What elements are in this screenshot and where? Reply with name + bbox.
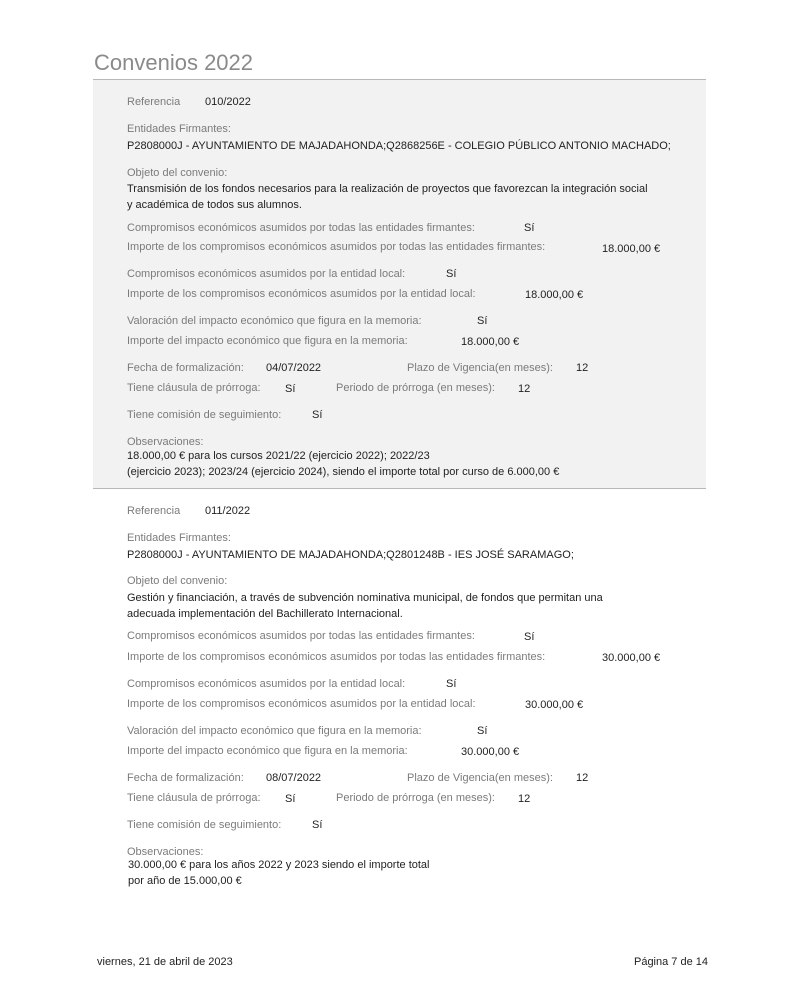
valoracion-label: Valoración del impacto económico que figura en la memoria: bbox=[127, 315, 422, 327]
imp-impacto-label: Importe del impacto económico que figura en la memoria: bbox=[127, 335, 408, 347]
fecha-label: Fecha de formalización: bbox=[127, 772, 244, 784]
plazo-value: 12 bbox=[576, 362, 589, 374]
imp-local-label: Importe de los compromisos económicos asumidos por la entidad local: bbox=[127, 698, 476, 710]
periodo-label: Periodo de prórroga (en meses): bbox=[336, 792, 495, 804]
imp-local-value: 30.000,00 € bbox=[525, 699, 584, 711]
comp-todas-value: Sí bbox=[524, 631, 535, 643]
plazo-label: Plazo de Vigencia(en meses): bbox=[407, 362, 553, 374]
comision-label: Tiene comisión de seguimiento: bbox=[127, 819, 282, 831]
imp-local-label: Importe de los compromisos económicos asumidos por la entidad local: bbox=[127, 288, 476, 300]
objeto-label: Objeto del convenio: bbox=[127, 575, 228, 587]
objeto-value-line2: adecuada implementación del Bachillerato Internacional. bbox=[127, 608, 403, 620]
referencia-label: Referencia bbox=[127, 96, 181, 108]
comision-value: Sí bbox=[312, 409, 323, 421]
entidades-label: Entidades Firmantes: bbox=[127, 123, 231, 135]
periodo-label: Periodo de prórroga (en meses): bbox=[336, 382, 495, 394]
comp-local-label: Compromisos económicos asumidos por la entidad local: bbox=[127, 268, 406, 280]
page-title: Convenios 2022 bbox=[94, 50, 254, 75]
comp-local-value: Sí bbox=[446, 678, 457, 690]
fecha-label: Fecha de formalización: bbox=[127, 362, 244, 374]
periodo-value: 12 bbox=[518, 793, 531, 805]
referencia-value: 011/2022 bbox=[205, 505, 251, 517]
clausula-label: Tiene cláusula de prórroga: bbox=[127, 792, 261, 804]
imp-todas-value: 18.000,00 € bbox=[602, 243, 661, 255]
comp-todas-label: Compromisos económicos asumidos por todas las entidades firmantes: bbox=[127, 630, 475, 642]
plazo-value: 12 bbox=[576, 772, 589, 784]
plazo-label: Plazo de Vigencia(en meses): bbox=[407, 772, 553, 784]
periodo-value: 12 bbox=[518, 383, 531, 395]
clausula-value: Sí bbox=[285, 383, 296, 395]
imp-todas-label: Importe de los compromisos económicos asumidos por todas las entidades firmantes: bbox=[127, 241, 546, 253]
record-card bbox=[93, 489, 706, 899]
valoracion-value: Sí bbox=[477, 725, 488, 737]
objeto-value-line1: Transmisión de los fondos necesarios para la realización de proyectos que favorezcan la integración social bbox=[127, 183, 648, 195]
observaciones-value-line1: 18.000,00 € para los cursos 2021/22 (ejercicio 2022); 2022/23 bbox=[127, 450, 430, 462]
observaciones-value-line2: por año de 15.000,00 € bbox=[128, 875, 242, 887]
observaciones-value-line1: 30.000,00 € para los años 2022 y 2023 siendo el importe total bbox=[128, 859, 430, 871]
imp-todas-label: Importe de los compromisos económicos asumidos por todas las entidades firmantes: bbox=[127, 651, 546, 663]
comision-value: Sí bbox=[312, 819, 323, 831]
footer-page-number: Página 7 de 14 bbox=[633, 956, 708, 968]
comp-local-value: Sí bbox=[446, 268, 457, 280]
valoracion-value: Sí bbox=[477, 315, 488, 327]
comp-todas-value: Sí bbox=[524, 222, 535, 234]
valoracion-label: Valoración del impacto económico que figura en la memoria: bbox=[127, 725, 422, 737]
comision-label: Tiene comisión de seguimiento: bbox=[127, 409, 282, 421]
imp-impacto-value: 30.000,00 € bbox=[461, 746, 520, 758]
clausula-value: Sí bbox=[285, 793, 296, 805]
entidades-label: Entidades Firmantes: bbox=[127, 532, 231, 544]
imp-local-value: 18.000,00 € bbox=[525, 289, 584, 301]
referencia-value: 010/2022 bbox=[205, 96, 251, 108]
fecha-value: 08/07/2022 bbox=[266, 772, 322, 784]
objeto-value-line1: Gestión y financiación, a través de subvención nominativa municipal, de fondos que permitan una bbox=[127, 592, 603, 604]
footer-date: viernes, 21 de abril de 2023 bbox=[97, 956, 233, 968]
clausula-label: Tiene cláusula de prórroga: bbox=[127, 382, 261, 394]
objeto-label: Objeto del convenio: bbox=[127, 167, 228, 179]
comp-todas-label: Compromisos económicos asumidos por todas las entidades firmantes: bbox=[127, 222, 475, 234]
imp-impacto-value: 18.000,00 € bbox=[461, 336, 520, 348]
imp-impacto-label: Importe del impacto económico que figura en la memoria: bbox=[127, 745, 408, 757]
entidades-value: P2808000J - AYUNTAMIENTO DE MAJADAHONDA;Q2868256E - COLEGIO PÚBLICO ANTONIO MACHADO; bbox=[127, 140, 671, 152]
imp-todas-value: 30.000,00 € bbox=[602, 652, 661, 664]
observaciones-value-line2: (ejercicio 2023); 2023/24 (ejercicio 2024), siendo el importe total por curso de 6.000,00 € bbox=[127, 466, 560, 478]
comp-local-label: Compromisos económicos asumidos por la entidad local: bbox=[127, 678, 406, 690]
referencia-label: Referencia bbox=[127, 505, 181, 517]
entidades-value: P2808000J - AYUNTAMIENTO DE MAJADAHONDA;Q2801248B - IES JOSÉ SARAMAGO; bbox=[127, 549, 574, 561]
observaciones-label: Observaciones: bbox=[127, 436, 204, 448]
observaciones-label: Observaciones: bbox=[127, 846, 204, 858]
objeto-value-line2: y académica de todos sus alumnos. bbox=[127, 199, 302, 211]
record-card bbox=[93, 80, 706, 488]
fecha-value: 04/07/2022 bbox=[266, 362, 322, 374]
